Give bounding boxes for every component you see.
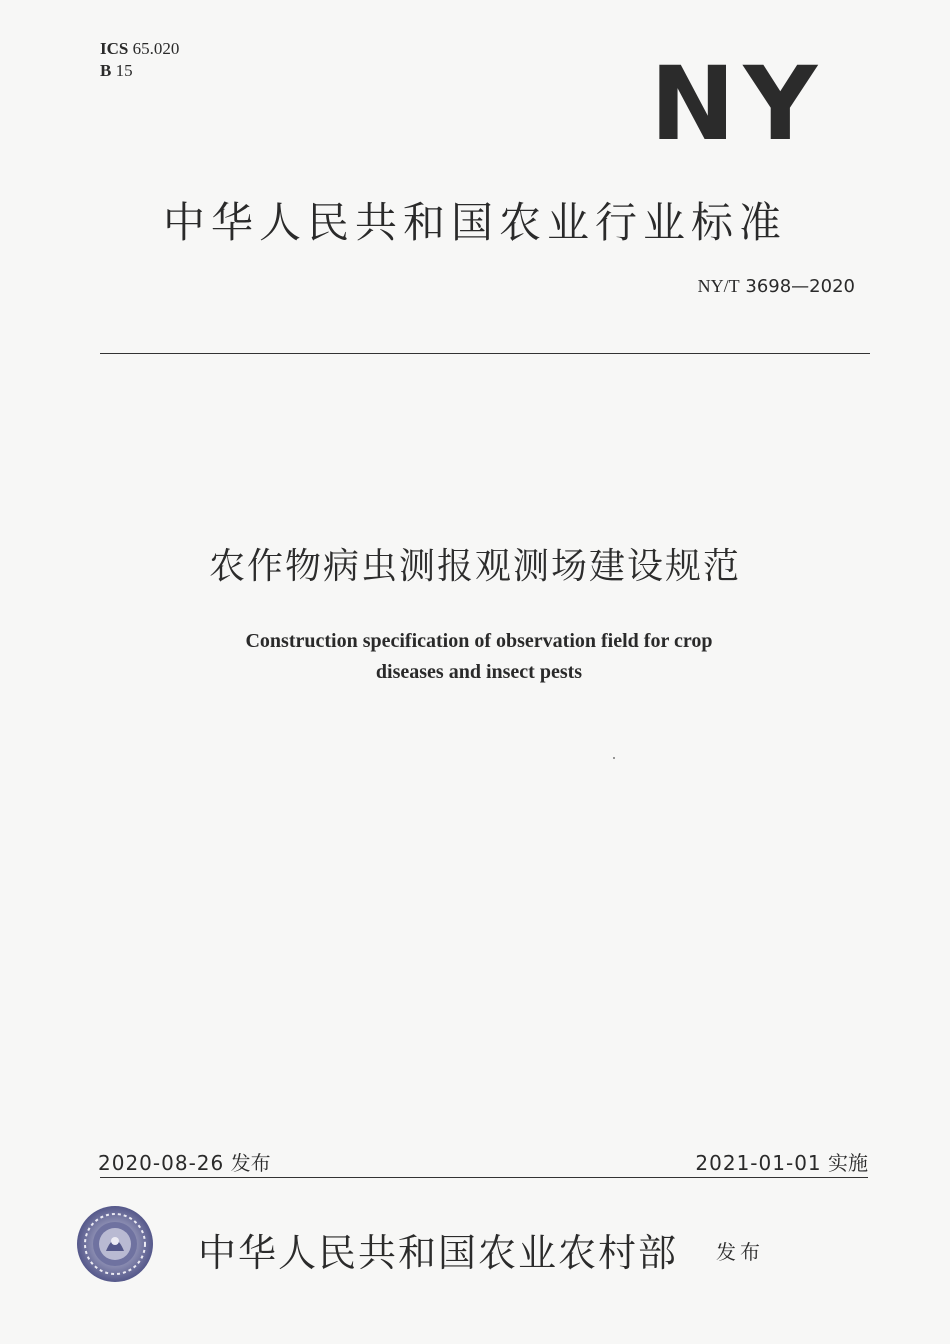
standard-code-number: 3698—2020 — [745, 276, 855, 297]
bottom-divider — [100, 1177, 868, 1178]
title-en-line-1: Construction specification of observation field for crop — [245, 630, 713, 652]
scan-speck — [613, 757, 615, 759]
ccs-code: 15 — [115, 61, 133, 80]
document-title-en — [0, 626, 950, 688]
ny-logo: NY — [650, 45, 826, 164]
publish-label: 发布 — [230, 1151, 271, 1175]
publish-date-block — [98, 1147, 271, 1176]
implement-date-block — [695, 1147, 868, 1176]
ics-code: 65.020 — [132, 39, 180, 58]
ics-label: ICS — [100, 39, 129, 58]
standard-classification-title: 中华人民共和国农业行业标准 — [162, 198, 787, 247]
ics-classification — [100, 38, 179, 82]
standard-code — [698, 276, 855, 297]
title-en-line-2: diseases and insect pests — [375, 661, 583, 683]
issuer-suffix: 发布 — [716, 1240, 764, 1264]
ministry-emblem-icon — [76, 1205, 154, 1283]
implement-date: 2021-01-01 — [695, 1151, 822, 1175]
document-title-cn: 农作物病虫测报观测场建设规范 — [208, 546, 741, 587]
issuing-authority: 中华人民共和国农业农村部 — [198, 1231, 679, 1275]
implement-label: 实施 — [828, 1151, 868, 1175]
top-divider — [100, 353, 870, 354]
standard-code-prefix: NY/T — [697, 276, 740, 296]
ccs-label: B — [100, 61, 112, 80]
publish-date: 2020-08-26 — [98, 1151, 225, 1175]
